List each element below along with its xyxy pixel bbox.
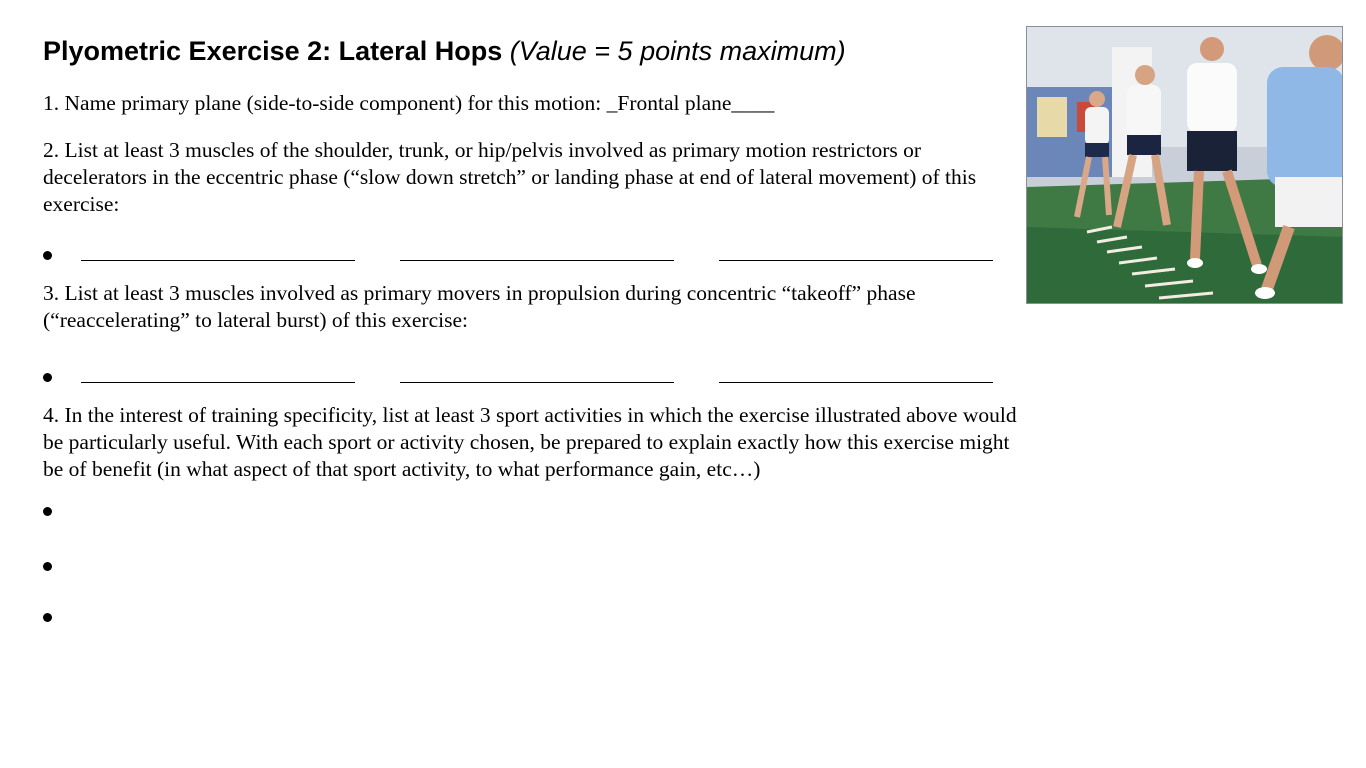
answer-blanks-q2 — [43, 244, 1003, 274]
answer-line[interactable] — [81, 260, 355, 261]
answer-line[interactable] — [719, 382, 993, 383]
answer-blanks-q3 — [43, 366, 1003, 396]
title-value-note: (Value = 5 points maximum) — [509, 36, 846, 66]
question-1: 1. Name primary plane (side-to-side component) for this motion: _Frontal plane____ — [43, 91, 775, 115]
answer-line[interactable] — [81, 382, 355, 383]
answer-line[interactable] — [400, 260, 674, 261]
bullet-icon — [43, 373, 52, 382]
answer-line[interactable] — [719, 260, 993, 261]
page-title — [43, 36, 846, 67]
answer-line[interactable] — [400, 382, 674, 383]
athletes-lateral-hops-photo — [1026, 26, 1343, 304]
bullet-icon — [43, 251, 52, 260]
question-3: 3. List at least 3 muscles involved as primary movers in propulsion during concentric “takeoff” phase (“reaccelerating” to lateral burst) of this exercise: — [43, 281, 916, 332]
bullet-icon — [43, 613, 52, 622]
bullet-icon — [43, 507, 52, 516]
question-4: 4. In the interest of training specificity, list at least 3 sport activities in which the exercise illustrated above would be particularly useful. With each sport or activity chosen, be prepared to explain exactly how this exercise might be of benefit (in what aspect of that sport activity, to what performance gain, etc…) — [43, 403, 1017, 481]
title-main: Plyometric Exercise 2: Lateral Hops — [43, 36, 503, 66]
bullet-icon — [43, 562, 52, 571]
question-2: 2. List at least 3 muscles of the shoulder, trunk, or hip/pelvis involved as primary motion restrictors or decelerators in the eccentric phase (“slow down stretch” or landing phase at end of lateral movement) of this exercise: — [43, 138, 977, 216]
